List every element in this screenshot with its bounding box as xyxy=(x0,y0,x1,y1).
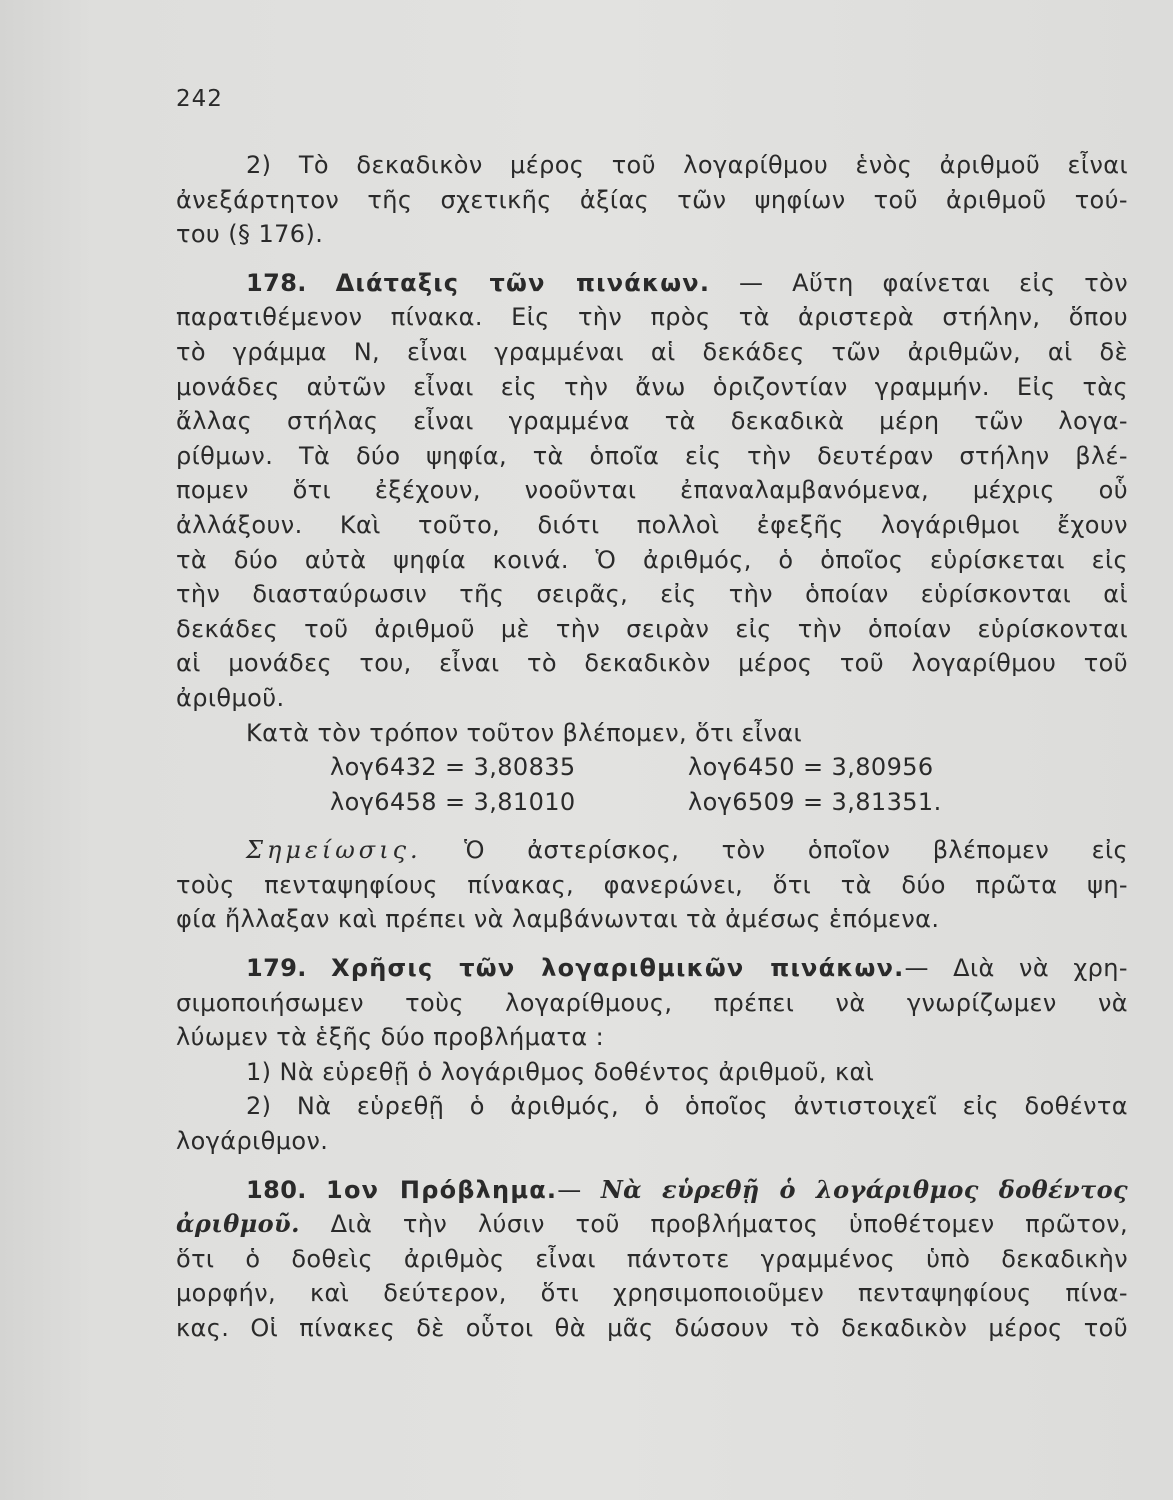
text-line: τοὺς πενταψηφίους πίνακας, φανερώνει, ὅτι τὰ δύο πρῶτα ψη- xyxy=(176,870,1128,899)
text-line: λογάριθμον. xyxy=(176,1127,329,1156)
text-span: Διὰ τὴν λύσιν τοῦ προβλήματος ὑποθέτομεν πρῶτον, xyxy=(330,1210,1129,1239)
formula: λογ6450 = 3,80956 xyxy=(688,753,934,782)
problem-heading: Νὰ εὑρεθῇ ὁ λογάριθμος δοθέντος xyxy=(600,1174,1128,1204)
section-179-heading-line xyxy=(176,951,1128,986)
formula: λογ6458 = 3,81010 xyxy=(330,787,576,816)
section-title: 1ον Πρόβλημα. xyxy=(326,1175,558,1204)
section-number: 178. xyxy=(246,268,307,297)
text-line: μορφήν, καὶ δεύτερον, ὅτι χρησιμοποιοῦμεν πενταψηφίους πίνα- xyxy=(176,1279,1128,1308)
text-line xyxy=(176,1207,1128,1242)
text-span: — Διὰ νὰ χρη- xyxy=(904,954,1128,983)
note-label: Σημείωσις. xyxy=(246,836,422,865)
text-line: του (§ 176). xyxy=(176,220,324,249)
text-span: — Αὕτη φαίνεται εἰς τὸν xyxy=(738,268,1129,297)
text-line: δεκάδες τοῦ ἀριθμοῦ μὲ τὴν σειρὰν εἰς τὴν ὁποίαν εὑρίσκονται xyxy=(176,614,1128,643)
section-178-heading-line xyxy=(176,266,1128,301)
section-number: 179. xyxy=(246,954,307,983)
text-line: ἀριθμοῦ. xyxy=(176,683,285,712)
text-line: ἀλλάξουν. Καὶ τοῦτο, διότι πολλοὶ ἐφεξῆς λογάριθμοι ἔχουν xyxy=(176,510,1128,539)
section-180-heading-line xyxy=(176,1173,1128,1208)
page-text xyxy=(176,148,1128,1346)
text-span: Ὁ ἀστερίσκος, τὸν ὁποῖον βλέπομεν εἰς xyxy=(464,836,1128,865)
section-title: Χρῆσις τῶν λογαριθμικῶν πινάκων. xyxy=(331,954,905,983)
list-item: 1) Νὰ εὑρεθῇ ὁ λογάριθμος δοθέντος ἀριθμοῦ, καὶ xyxy=(246,1057,875,1086)
section-number: 180. xyxy=(246,1175,307,1204)
problem-heading: ἀριθμοῦ. xyxy=(176,1209,300,1239)
text-line: ρίθμων. Τὰ δύο ψηφία, τὰ ὁποῖα εἰς τὴν δευτέραν στήλην βλέ- xyxy=(176,441,1128,470)
text-line: ἄλλας στήλας εἶναι γραμμένα τὰ δεκαδικὰ μέρη τῶν λογα- xyxy=(176,407,1128,436)
page-number: 242 xyxy=(176,86,223,112)
text-line: μονάδες αὐτῶν εἶναι εἰς τὴν ἄνω ὁριζοντίαν γραμμήν. Εἰς τὰς xyxy=(176,372,1128,401)
text-line: ἀνεξάρτητον τῆς σχετικῆς ἀξίας τῶν ψηφίων τοῦ ἀριθμοῦ τού- xyxy=(176,185,1128,214)
text-line: πομεν ὅτι ἐξέχουν, νοοῦνται ἐπαναλαμβανόμενα, μέχρις οὗ xyxy=(176,476,1128,505)
list-item: 2) Νὰ εὑρεθῇ ὁ ἀριθμός, ὁ ὁποῖος ἀντιστοιχεῖ εἰς δοθέντα xyxy=(246,1092,1128,1121)
text-line: σιμοποιήσωμεν τοὺς λογαρίθμους, πρέπει νὰ γνωρίζωμεν νὰ xyxy=(176,988,1128,1017)
text-line: ὅτι ὁ δοθεὶς ἀριθμὸς εἶναι πάντοτε γραμμένος ὑπὸ δεκαδικὴν xyxy=(176,1244,1128,1273)
text-line: λύωμεν τὰ ἑξῆς δύο προβλήματα : xyxy=(176,1023,605,1052)
formula-row xyxy=(176,750,1128,785)
text-line: 2) Τὸ δεκαδικὸν μέρος τοῦ λογαρίθμου ἑνὸς ἀριθμοῦ εἶναι xyxy=(246,151,1128,179)
text-line: αἱ μονάδες του, εἶναι τὸ δεκαδικὸν μέρος τοῦ λογαρίθμου τοῦ xyxy=(176,649,1128,678)
text-line: τὰ δύο αὐτὰ ψηφία κοινά. Ὁ ἀριθμός, ὁ ὁποῖος εὑρίσκεται εἰς xyxy=(176,545,1128,574)
text-line: παρατιθέμενον πίνακα. Εἰς τὴν πρὸς τὰ ἀριστερὰ στήλην, ὅπου xyxy=(176,303,1128,332)
text-line: Κατὰ τὸν τρόπον τοῦτον βλέπομεν, ὅτι εἶναι xyxy=(246,718,803,747)
text-span: — xyxy=(557,1175,582,1204)
section-title: Διάταξις τῶν πινάκων. xyxy=(335,268,711,297)
formula: λογ6509 = 3,81351. xyxy=(688,787,942,816)
formula-row xyxy=(176,785,1128,820)
formula: λογ6432 = 3,80835 xyxy=(330,753,576,782)
note-line xyxy=(176,833,1128,868)
text-line: κας. Οἱ πίνακες δὲ οὗτοι θὰ μᾶς δώσουν τὸ δεκαδικὸν μέρος τοῦ xyxy=(176,1314,1128,1342)
text-line: τὴν διασταύρωσιν τῆς σειρᾶς, εἰς τὴν ὁποίαν εὑρίσκονται αἱ xyxy=(176,580,1128,609)
text-line: φία ἤλλαξαν καὶ πρέπει νὰ λαμβάνωνται τὰ ἀμέσως ἑπόμενα. xyxy=(176,905,940,934)
text-line: τὸ γράμμα Ν, εἶναι γραμμέναι αἱ δεκάδες τῶν ἀριθμῶν, αἱ δὲ xyxy=(176,337,1128,366)
